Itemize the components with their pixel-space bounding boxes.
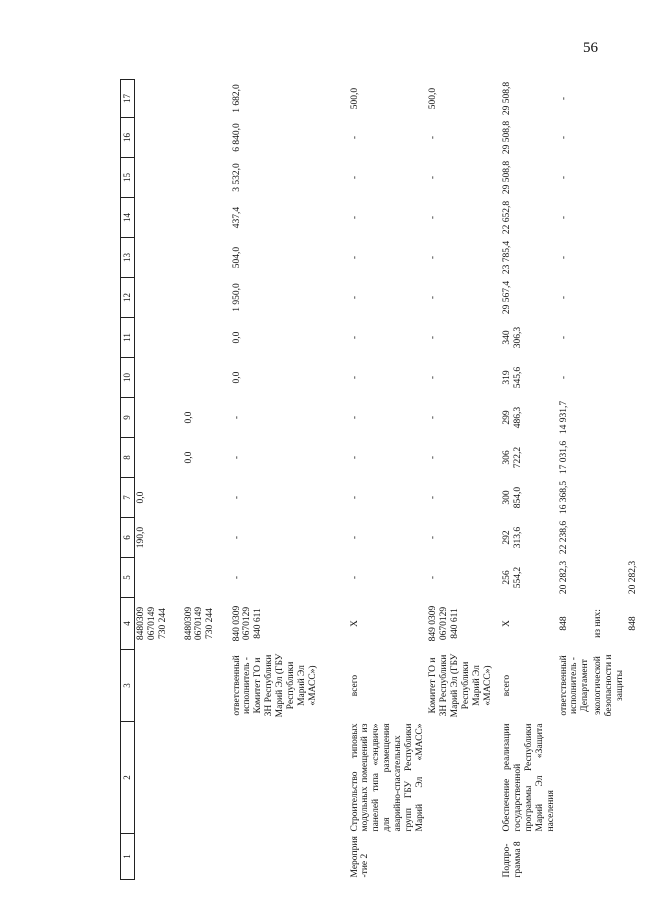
- value-cell: [592, 478, 627, 518]
- value-cell: [135, 278, 183, 318]
- activity-cell: [231, 834, 349, 880]
- executor-cell: [627, 650, 657, 722]
- value-cell: -: [349, 455, 360, 460]
- value-cell: 0,0: [183, 411, 194, 424]
- page-number: 56: [583, 40, 598, 56]
- header-cell: 13: [121, 238, 135, 278]
- value-cell: 17 031,6: [558, 440, 569, 475]
- header-cell: 5: [121, 558, 135, 598]
- value-cell: [183, 118, 231, 158]
- activity-cell: [183, 834, 231, 880]
- value-cell: [627, 318, 657, 358]
- value-cell: -: [558, 135, 569, 140]
- table-row: [183, 80, 231, 880]
- value-cell: -: [349, 175, 360, 180]
- code-cell: 840 0309 0670129 840 611: [231, 605, 264, 642]
- value-cell: [135, 438, 183, 478]
- value-cell: [183, 278, 231, 318]
- table-row: [427, 80, 501, 880]
- value-cell: 0,0: [136, 491, 146, 504]
- value-cell: -: [558, 375, 569, 380]
- value-cell: [592, 118, 627, 158]
- header-cell: 16: [121, 118, 135, 158]
- value-cell: [135, 398, 183, 438]
- value-cell: -: [231, 415, 242, 420]
- name-cell: [135, 722, 183, 834]
- executor-cell: [135, 650, 183, 722]
- value-cell: -: [349, 135, 360, 140]
- value-cell: 190,0: [136, 526, 146, 549]
- value-cell: -: [349, 215, 360, 220]
- value-cell: 1 682,0: [231, 84, 242, 113]
- activity-cell: [558, 834, 593, 880]
- value-cell: -: [349, 495, 360, 500]
- value-cell: -: [427, 495, 438, 500]
- value-cell: [183, 358, 231, 398]
- header-cell: 7: [121, 478, 135, 518]
- table-row: [231, 80, 349, 880]
- table-row: [135, 80, 183, 880]
- value-cell: 20 282,3: [558, 560, 569, 595]
- value-cell: 29 567,4: [501, 280, 512, 315]
- value-cell: 319 545,6: [501, 366, 523, 389]
- value-cell: [135, 158, 183, 198]
- executor-cell: всего: [501, 674, 512, 697]
- value-cell: -: [427, 255, 438, 260]
- value-cell: -: [231, 455, 242, 460]
- value-cell: [627, 118, 657, 158]
- table-row: [501, 80, 558, 880]
- value-cell: 22 652,8: [501, 200, 512, 235]
- name-cell: [627, 722, 657, 834]
- name-cell: [592, 722, 627, 834]
- value-cell: -: [427, 575, 438, 580]
- value-cell: 14 931,7: [558, 400, 569, 435]
- value-cell: [627, 478, 657, 518]
- value-cell: -: [427, 375, 438, 380]
- value-cell: 29 508,8: [501, 120, 512, 155]
- value-cell: 0,0: [183, 451, 194, 464]
- value-cell: 300 854,0: [501, 486, 523, 509]
- code-cell: X: [501, 620, 512, 627]
- value-cell: [135, 80, 183, 118]
- header-cell: 12: [121, 278, 135, 318]
- value-cell: [592, 80, 627, 118]
- executor-cell: всего: [349, 674, 360, 697]
- header-cell: 1: [121, 834, 135, 880]
- value-cell: [183, 558, 231, 598]
- value-cell: [183, 518, 231, 558]
- value-cell: -: [427, 135, 438, 140]
- executor-cell: экологической безопасности и защиты: [593, 654, 626, 717]
- value-cell: [592, 278, 627, 318]
- value-cell: -: [427, 175, 438, 180]
- value-cell: [627, 238, 657, 278]
- header-cell: 3: [121, 650, 135, 722]
- header-cell: 10: [121, 358, 135, 398]
- header-cell: 14: [121, 198, 135, 238]
- name-cell: [231, 722, 349, 834]
- value-cell: 504,0: [231, 246, 242, 269]
- table-row: [627, 80, 657, 880]
- table-row: [558, 80, 593, 880]
- name-cell: Обеспечение реализации государственной программы Республики Марий Эл «Защита населения: [501, 723, 556, 832]
- header-cell: 9: [121, 398, 135, 438]
- value-cell: 500,0: [427, 87, 438, 110]
- value-cell: 29 508,8: [501, 81, 512, 116]
- value-cell: [183, 80, 231, 118]
- activity-cell: [135, 834, 183, 880]
- value-cell: 256 554,2: [501, 566, 523, 589]
- code-cell: 849 0309 0670129 840 611: [427, 605, 460, 642]
- value-cell: -: [349, 295, 360, 300]
- value-cell: [183, 478, 231, 518]
- header-cell: 17: [121, 80, 135, 118]
- header-cell: 4: [121, 598, 135, 650]
- value-cell: -: [231, 535, 242, 540]
- value-cell: 6 840,0: [231, 123, 242, 152]
- value-cell: 20 282,3: [628, 560, 639, 595]
- value-cell: 306 722,2: [501, 446, 523, 469]
- table-row: [349, 80, 427, 880]
- value-cell: 0,0: [231, 331, 242, 344]
- executor-cell: ответственный исполнитель - Комитет ГО и ЗН Республики Марий Эл (ГБУ Республики Марий Эл «МАСС»): [231, 653, 318, 718]
- value-cell: [135, 558, 183, 598]
- value-cell: -: [427, 415, 438, 420]
- value-cell: [592, 318, 627, 358]
- activity-cell: Мероприя-тие 2: [349, 836, 371, 878]
- value-cell: 0,0: [231, 371, 242, 384]
- value-cell: -: [349, 255, 360, 260]
- value-cell: -: [558, 215, 569, 220]
- value-cell: -: [558, 96, 569, 101]
- value-cell: [592, 358, 627, 398]
- value-cell: 1 950,0: [231, 283, 242, 312]
- header-cell: 6: [121, 518, 135, 558]
- value-cell: -: [427, 535, 438, 540]
- value-cell: -: [349, 375, 360, 380]
- value-cell: -: [558, 295, 569, 300]
- value-cell: 23 785,4: [501, 240, 512, 275]
- value-cell: 437,4: [231, 206, 242, 229]
- value-cell: -: [231, 575, 242, 580]
- value-cell: [592, 238, 627, 278]
- value-cell: 292 313,6: [501, 526, 523, 549]
- code-cell: 848: [628, 616, 639, 631]
- value-cell: [627, 278, 657, 318]
- rotated-table-container: [120, 80, 640, 880]
- value-cell: -: [349, 335, 360, 340]
- value-cell: [592, 158, 627, 198]
- value-cell: [592, 438, 627, 478]
- budget-table: [120, 79, 657, 880]
- value-cell: [183, 238, 231, 278]
- value-cell: [135, 238, 183, 278]
- code-cell: 8480309 0670149 730 244: [183, 606, 216, 641]
- value-cell: [627, 198, 657, 238]
- value-cell: [592, 558, 627, 598]
- value-cell: [592, 518, 627, 558]
- value-cell: [592, 198, 627, 238]
- value-cell: 22 238,6: [558, 520, 569, 555]
- executor-cell: [183, 650, 231, 722]
- table-row: [592, 80, 627, 880]
- value-cell: [183, 198, 231, 238]
- name-cell: Строительство типовых модульных помещений из панелей типа «сэндвич» для размещения аварийно-спасательных групп ГБУ Республики Марий Эл «МАСС»: [349, 723, 426, 832]
- value-cell: -: [231, 495, 242, 500]
- value-cell: [135, 118, 183, 158]
- value-cell: [627, 438, 657, 478]
- value-cell: [135, 318, 183, 358]
- value-cell: -: [349, 575, 360, 580]
- name-cell: [183, 722, 231, 834]
- code-cell: 8480309 0670149 730 244: [136, 606, 168, 641]
- header-cell: 11: [121, 318, 135, 358]
- name-cell: [427, 722, 501, 834]
- value-cell: -: [558, 175, 569, 180]
- value-cell: [183, 158, 231, 198]
- activity-cell: Подпро-грамма 8: [501, 841, 523, 878]
- value-cell: -: [427, 455, 438, 460]
- header-cell: 15: [121, 158, 135, 198]
- value-cell: -: [349, 535, 360, 540]
- value-cell: -: [349, 415, 360, 420]
- executor-cell: ответственный исполнитель - Департамент: [558, 655, 591, 716]
- value-cell: [135, 358, 183, 398]
- value-cell: 29 508,8: [501, 160, 512, 195]
- value-cell: [627, 80, 657, 118]
- value-cell: 16 368,5: [558, 480, 569, 515]
- executor-cell: Комитет ГО и ЗН Республики Марий Эл (ГБУ Республики Марий Эл «МАСС»): [427, 653, 493, 718]
- activity-cell: [592, 834, 627, 880]
- value-cell: 500,0: [349, 87, 360, 110]
- header-cell: 2: [121, 722, 135, 834]
- value-cell: [135, 198, 183, 238]
- value-cell: 3 532,0: [231, 163, 242, 192]
- value-cell: 299 486,3: [501, 406, 523, 429]
- code-cell: из них:: [593, 609, 604, 638]
- header-row: [121, 80, 135, 880]
- header-cell: 8: [121, 438, 135, 478]
- code-cell: X: [349, 620, 360, 627]
- value-cell: 340 306,3: [501, 326, 523, 349]
- value-cell: [183, 318, 231, 358]
- value-cell: [627, 518, 657, 558]
- value-cell: -: [558, 255, 569, 260]
- name-cell: [558, 722, 593, 834]
- value-cell: -: [427, 215, 438, 220]
- value-cell: [592, 398, 627, 438]
- value-cell: [627, 358, 657, 398]
- activity-cell: [627, 834, 657, 880]
- value-cell: -: [427, 335, 438, 340]
- value-cell: [627, 398, 657, 438]
- value-cell: [627, 158, 657, 198]
- value-cell: -: [558, 335, 569, 340]
- value-cell: -: [427, 295, 438, 300]
- code-cell: 848: [558, 616, 569, 631]
- activity-cell: [427, 834, 501, 880]
